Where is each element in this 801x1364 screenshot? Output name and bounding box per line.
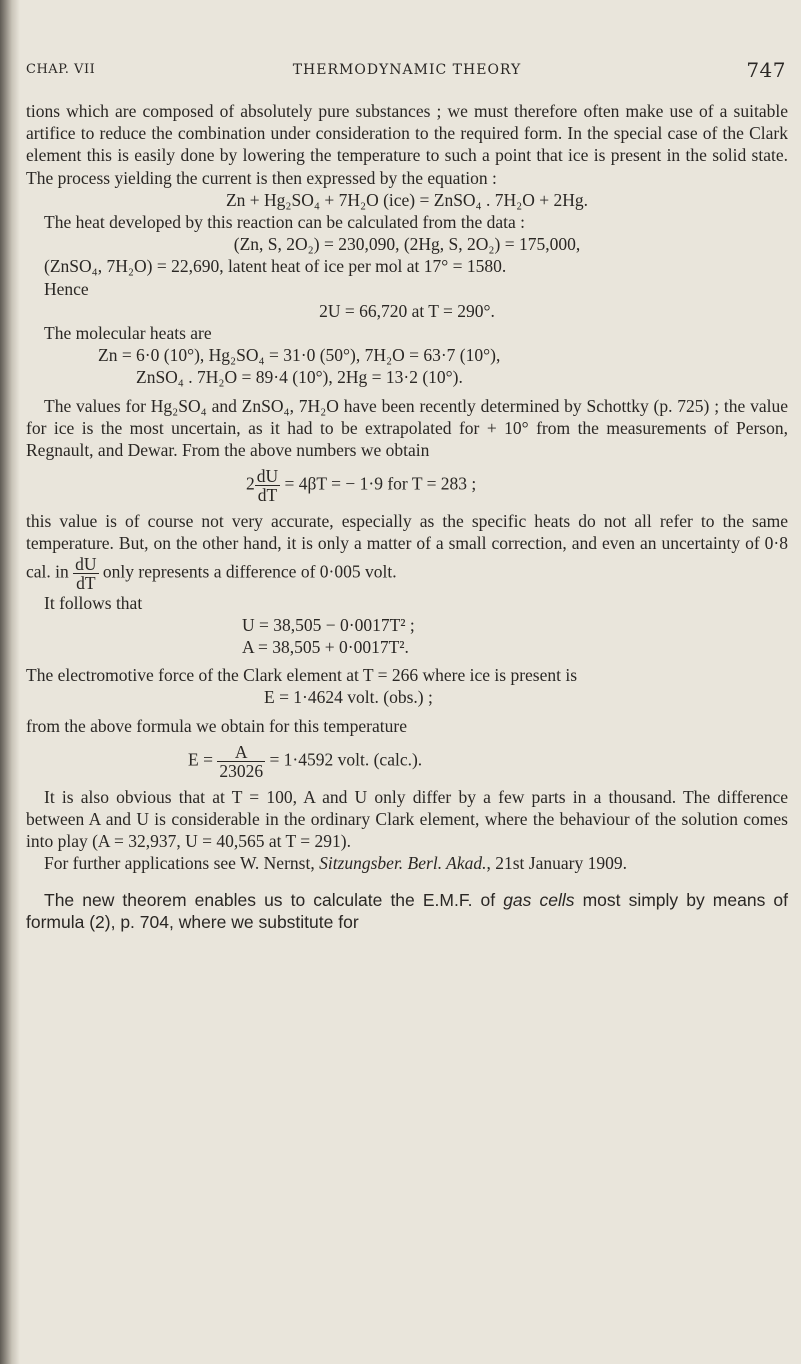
paragraph-11 [26, 889, 788, 933]
equation-U: U = 38,505 − 0·0017T² ; [242, 614, 415, 635]
fraction-A-numerator: A [217, 743, 265, 762]
paragraph-11-part-a: The new theorem enables us to calculate the E.M.F. of [44, 889, 504, 910]
paragraph-2: The heat developed by this reaction can be calculated from the data : [44, 212, 526, 233]
page-body [26, 100, 788, 933]
fraction-denominator: dT [257, 485, 278, 506]
page-binding-edge [0, 0, 20, 1364]
equation-molecular-heats-1: Zn = 6·0 (10°), Hg₂SO₄ = 31·0 (50°), 7H₂O = 63·7 (10°), [98, 345, 501, 366]
inline-fraction-denominator: dT [76, 572, 96, 593]
paragraph-5-part-b: only represents a difference of 0·005 volt. [102, 561, 397, 582]
equation-E-calculated [26, 743, 788, 780]
running-header [26, 58, 788, 84]
equation-2u: 2U = 66,720 at T = 290°. [319, 300, 495, 321]
paragraph-4: The values for Hg₂SO₄ and ZnSO₄, 7H₂O have been recently determined by Schottky (p. 725) ; the value for ice is the most uncertain, as it had to be extrapolated for + 10° from the measurements of Person, Regnault, and Dewar. From the above numbers we obtain [26, 395, 788, 461]
paragraph-5 [26, 510, 788, 591]
equation-A: A = 38,505 + 0·0017T². [242, 637, 409, 658]
citation-journal: Sitzungsber. Berl. Akad. [319, 853, 487, 874]
paragraph-10-part-b: , 21st January 1909. [486, 853, 627, 874]
paragraph-11-part-b: most simply by means of formula (2), p. 704, where we substitute for [26, 889, 788, 932]
hence-label: Hence [44, 278, 89, 299]
paragraph-5-part-a: this value is of course not very accurate, especially as the specific heats do not all refer to the same temperature. But, on the other hand, it is only a matter of a small correction, and even an uncertainty of 0·8 cal. in [26, 511, 788, 582]
eq7-prefix: 2 [246, 473, 255, 494]
equation-reaction: Zn + Hg₂SO₄ + 7H₂O (ice) = ZnSO₄ . 7H₂O + 2Hg. [225, 189, 589, 210]
paragraph-8: from the above formula we obtain for this temperature [26, 715, 407, 736]
paragraph-10-part-a: For further applications see W. Nernst, [44, 853, 320, 874]
page-number: 747 [746, 58, 786, 82]
paragraph-9: It is also obvious that at T = 100, A and U only differ by a few parts in a thousand. The difference between A and U is considerable in the ordinary Clark element, where the behaviour of the solution comes into play (A = 32,937, U = 40,565 at T = 291). [26, 786, 788, 852]
paragraph-3: The molecular heats are [44, 323, 212, 344]
chapter-label: CHAP. VII [26, 62, 96, 77]
paragraph-7: The electromotive force of the Clark element at T = 266 where ice is present is [26, 665, 578, 686]
emphasis-gas-cells: gas cells [503, 889, 575, 910]
paragraph-10 [26, 852, 788, 874]
equation-heat-data-2: (ZnSO₄, 7H₂O) = 22,690, latent heat of ice per mol at 17° = 1580. [44, 256, 507, 277]
running-title: THERMODYNAMIC THEORY [292, 62, 522, 78]
paragraph-1: tions which are composed of absolutely pure substances ; we must therefore often make use of a suitable artifice to reduce the combination under consideration to the required form. In the special case of the Clark element this is easily done by lowering the temperature to such a point that ice is present in the solid state. The process yielding the current is then expressed by the equation : [26, 101, 788, 188]
equation-molecular-heats-2: ZnSO₄ . 7H₂O = 89·4 (10°), 2Hg = 13·2 (10°). [136, 367, 463, 388]
eq11-prefix: E = [188, 749, 218, 770]
eq7-suffix: = 4βT = − 1·9 for T = 283 ; [280, 473, 477, 494]
eq11-suffix: = 1·4592 volt. (calc.). [265, 749, 423, 770]
equation-heat-data-1: (Zn, S, 2O₂) = 230,090, (2Hg, S, 2O₂) = 175,000, [233, 234, 581, 255]
fraction-A-denominator: 23026 [219, 760, 264, 781]
inline-fraction-numerator: dU [75, 553, 97, 574]
equation-dU-dT [26, 467, 788, 504]
fraction-A-23026 [217, 743, 265, 780]
fraction-numerator: dU [256, 466, 279, 487]
equation-E-observed: E = 1·4624 volt. (obs.) ; [264, 687, 433, 708]
fraction-dU-dT [255, 467, 280, 504]
paragraph-6: It follows that [44, 592, 143, 613]
inline-fraction-dU-dT [73, 555, 98, 592]
